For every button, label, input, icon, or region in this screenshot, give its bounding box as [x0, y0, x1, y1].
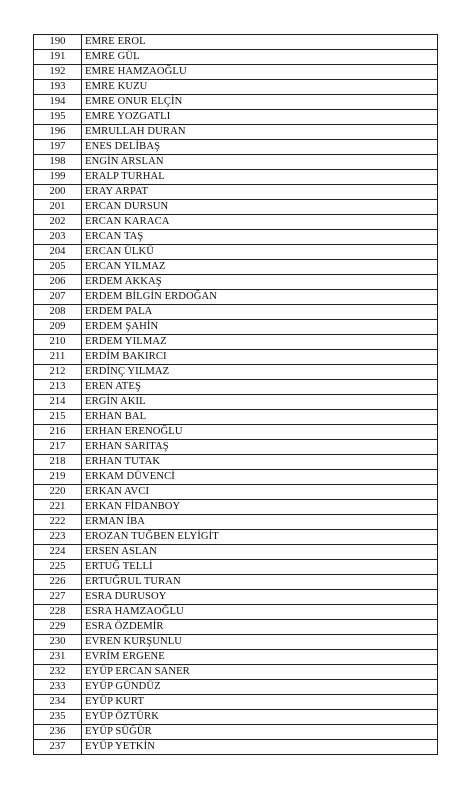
row-number-cell: 192 — [34, 65, 82, 80]
table-row — [34, 650, 438, 665]
full-name-cell: ERSEN ASLAN — [82, 545, 438, 560]
full-name-cell: ENES DELİBAŞ — [82, 140, 438, 155]
row-number-cell: 231 — [34, 650, 82, 665]
row-number-cell: 225 — [34, 560, 82, 575]
table-row — [34, 170, 438, 185]
table-row — [34, 350, 438, 365]
table-row — [34, 95, 438, 110]
full-name-cell: ERDİM BAKIRCI — [82, 350, 438, 365]
table-row — [34, 155, 438, 170]
row-number-cell: 210 — [34, 335, 82, 350]
full-name-cell: ERDEM AKKAŞ — [82, 275, 438, 290]
full-name-cell: ERKAN FİDANBOY — [82, 500, 438, 515]
full-name-cell: ERDEM YILMAZ — [82, 335, 438, 350]
table-row — [34, 455, 438, 470]
row-number-cell: 228 — [34, 605, 82, 620]
table-row — [34, 695, 438, 710]
full-name-cell: EMRE HAMZAOĞLU — [82, 65, 438, 80]
table-row — [34, 140, 438, 155]
full-name-cell: ERDİNÇ YILMAZ — [82, 365, 438, 380]
table-row — [34, 260, 438, 275]
row-number-cell: 237 — [34, 740, 82, 755]
row-number-cell: 193 — [34, 80, 82, 95]
row-number-cell: 214 — [34, 395, 82, 410]
row-number-cell: 226 — [34, 575, 82, 590]
row-number-cell: 207 — [34, 290, 82, 305]
full-name-cell: ERDEM ŞAHİN — [82, 320, 438, 335]
row-number-cell: 198 — [34, 155, 82, 170]
full-name-cell: ERCAN KARACA — [82, 215, 438, 230]
row-number-cell: 199 — [34, 170, 82, 185]
row-number-cell: 212 — [34, 365, 82, 380]
row-number-cell: 227 — [34, 590, 82, 605]
table-row — [34, 80, 438, 95]
table-row — [34, 245, 438, 260]
table-row — [34, 320, 438, 335]
full-name-cell: EYÜP KURT — [82, 695, 438, 710]
full-name-cell: EROZAN TUĞBEN ELYİGİT — [82, 530, 438, 545]
full-name-cell: EMRE YOZGATLI — [82, 110, 438, 125]
row-number-cell: 216 — [34, 425, 82, 440]
full-name-cell: EYÜP SÜĞÜR — [82, 725, 438, 740]
full-name-cell: EMRE GÜL — [82, 50, 438, 65]
full-name-cell: ERHAN SARITAŞ — [82, 440, 438, 455]
full-name-cell: ERHAN ERENOĞLU — [82, 425, 438, 440]
table-row — [34, 590, 438, 605]
full-name-cell: ERCAN DURSUN — [82, 200, 438, 215]
row-number-cell: 213 — [34, 380, 82, 395]
row-number-cell: 223 — [34, 530, 82, 545]
row-number-cell: 232 — [34, 665, 82, 680]
table-row — [34, 35, 438, 50]
row-number-cell: 217 — [34, 440, 82, 455]
table-row — [34, 425, 438, 440]
full-name-cell: ERCAN YILMAZ — [82, 260, 438, 275]
table-row — [34, 710, 438, 725]
table-row — [34, 605, 438, 620]
table-row — [34, 500, 438, 515]
full-name-cell: ESRA DURUSOY — [82, 590, 438, 605]
table-row — [34, 740, 438, 755]
full-name-cell: EREN ATEŞ — [82, 380, 438, 395]
row-number-cell: 209 — [34, 320, 82, 335]
row-number-cell: 205 — [34, 260, 82, 275]
row-number-cell: 196 — [34, 125, 82, 140]
table-row — [34, 410, 438, 425]
full-name-cell: ERMAN İBA — [82, 515, 438, 530]
full-name-cell: ERHAN BAL — [82, 410, 438, 425]
full-name-cell: ERCAN TAŞ — [82, 230, 438, 245]
full-name-cell: ENGİN ARSLAN — [82, 155, 438, 170]
table-row — [34, 50, 438, 65]
table-row — [34, 380, 438, 395]
row-number-cell: 211 — [34, 350, 82, 365]
row-number-cell: 200 — [34, 185, 82, 200]
row-number-cell: 203 — [34, 230, 82, 245]
full-name-cell: EMRULLAH DURAN — [82, 125, 438, 140]
table-row — [34, 560, 438, 575]
table-row — [34, 125, 438, 140]
row-number-cell: 218 — [34, 455, 82, 470]
table-row — [34, 185, 438, 200]
table-row — [34, 200, 438, 215]
table-row — [34, 485, 438, 500]
table-row — [34, 545, 438, 560]
table-row — [34, 215, 438, 230]
full-name-cell: ESRA ÖZDEMİR — [82, 620, 438, 635]
table-row — [34, 110, 438, 125]
full-name-cell: ERKAN AVCI — [82, 485, 438, 500]
row-number-cell: 234 — [34, 695, 82, 710]
row-number-cell: 197 — [34, 140, 82, 155]
row-number-cell: 204 — [34, 245, 82, 260]
row-number-cell: 206 — [34, 275, 82, 290]
row-number-cell: 191 — [34, 50, 82, 65]
table-row — [34, 575, 438, 590]
row-number-cell: 229 — [34, 620, 82, 635]
row-number-cell: 194 — [34, 95, 82, 110]
row-number-cell: 208 — [34, 305, 82, 320]
full-name-cell: EMRE KUZU — [82, 80, 438, 95]
table-row — [34, 305, 438, 320]
row-number-cell: 235 — [34, 710, 82, 725]
full-name-cell: EYÜP ÖZTÜRK — [82, 710, 438, 725]
full-name-cell: ERHAN TUTAK — [82, 455, 438, 470]
row-number-cell: 215 — [34, 410, 82, 425]
full-name-cell: ERCAN ÜLKÜ — [82, 245, 438, 260]
row-number-cell: 202 — [34, 215, 82, 230]
table-row — [34, 470, 438, 485]
full-name-cell: ERKAM DÜVENCİ — [82, 470, 438, 485]
full-name-cell: ERGİN AKIL — [82, 395, 438, 410]
row-number-cell: 236 — [34, 725, 82, 740]
full-name-cell: ERTUĞRUL TURAN — [82, 575, 438, 590]
table-row — [34, 275, 438, 290]
row-number-cell: 201 — [34, 200, 82, 215]
table-row — [34, 440, 438, 455]
row-number-cell: 221 — [34, 500, 82, 515]
full-name-cell: ERDEM PALA — [82, 305, 438, 320]
row-number-cell: 233 — [34, 680, 82, 695]
table-row — [34, 230, 438, 245]
full-name-cell: ERALP TURHAL — [82, 170, 438, 185]
full-name-cell: ESRA HAMZAOĞLU — [82, 605, 438, 620]
full-name-cell: EMRE ONUR ELÇİN — [82, 95, 438, 110]
full-name-cell: EVREN KURŞUNLU — [82, 635, 438, 650]
name-list-body — [34, 35, 438, 755]
name-list-table — [33, 34, 438, 755]
row-number-cell: 195 — [34, 110, 82, 125]
table-row — [34, 665, 438, 680]
table-row — [34, 530, 438, 545]
table-row — [34, 680, 438, 695]
table-row — [34, 290, 438, 305]
table-row — [34, 635, 438, 650]
table-row — [34, 395, 438, 410]
full-name-cell: ERAY ARPAT — [82, 185, 438, 200]
table-row — [34, 725, 438, 740]
full-name-cell: EVRİM ERGENE — [82, 650, 438, 665]
row-number-cell: 222 — [34, 515, 82, 530]
table-row — [34, 335, 438, 350]
full-name-cell: ERDEM BİLGİN ERDOĞAN — [82, 290, 438, 305]
table-row — [34, 365, 438, 380]
row-number-cell: 224 — [34, 545, 82, 560]
table-row — [34, 65, 438, 80]
row-number-cell: 219 — [34, 470, 82, 485]
table-row — [34, 515, 438, 530]
full-name-cell: EMRE EROL — [82, 35, 438, 50]
full-name-cell: EYÜP ERCAN SANER — [82, 665, 438, 680]
full-name-cell: EYÜP YETKİN — [82, 740, 438, 755]
row-number-cell: 230 — [34, 635, 82, 650]
row-number-cell: 220 — [34, 485, 82, 500]
row-number-cell: 190 — [34, 35, 82, 50]
table-row — [34, 620, 438, 635]
full-name-cell: EYÜP GÜNDÜZ — [82, 680, 438, 695]
full-name-cell: ERTUĞ TELLİ — [82, 560, 438, 575]
